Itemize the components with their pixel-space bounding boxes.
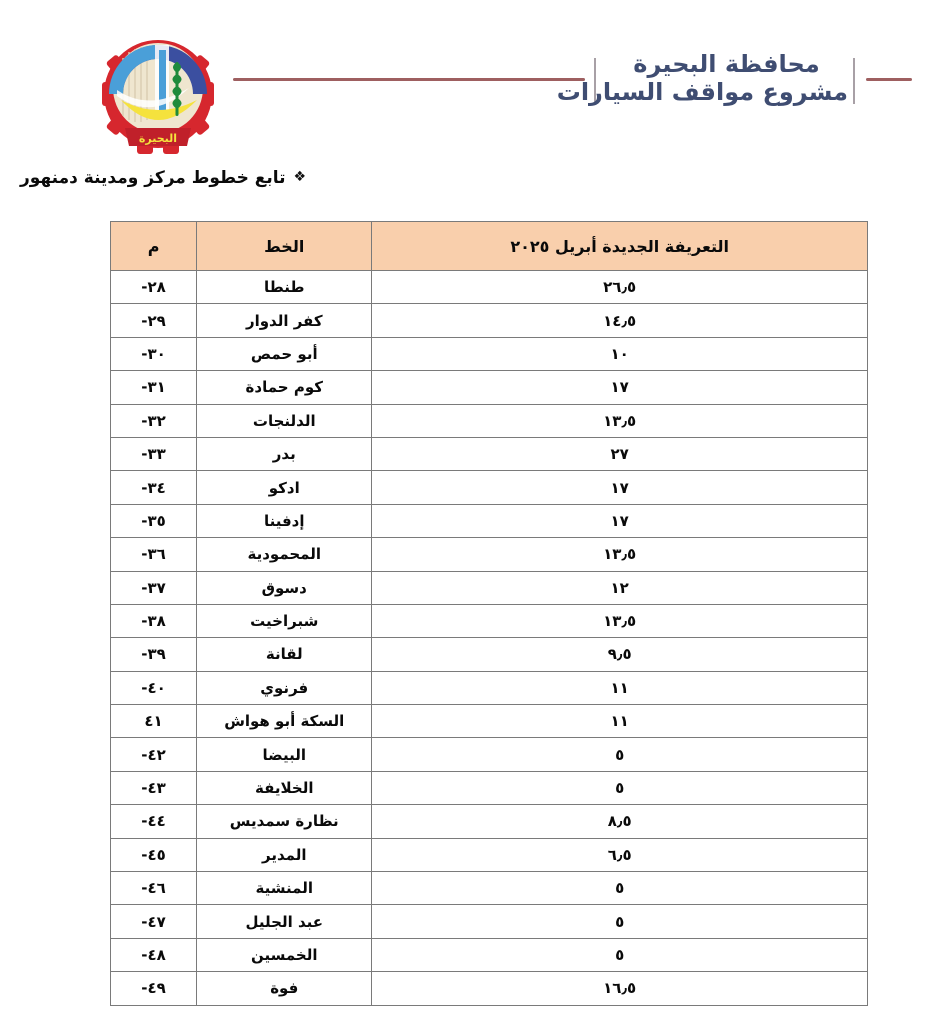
cell-row-number: ٣٦- <box>111 538 197 571</box>
table-row <box>111 604 868 637</box>
cell-tariff: ١١ <box>372 671 868 704</box>
cell-row-number: ٣٢- <box>111 404 197 437</box>
cell-line-name: عبد الجليل <box>197 905 372 938</box>
cell-tariff: ١٣٫٥ <box>372 604 868 637</box>
cell-line-name: لقانة <box>197 638 372 671</box>
cell-row-number: ٣٧- <box>111 571 197 604</box>
column-header-tariff: التعريفة الجديدة أبريل ٢٠٢٥ <box>372 222 868 271</box>
table-row <box>111 337 868 370</box>
table-row <box>111 404 868 437</box>
table-row <box>111 638 868 671</box>
cell-row-number: ٣٨- <box>111 604 197 637</box>
cell-row-number: ٤٦- <box>111 872 197 905</box>
cell-tariff: ١٣٫٥ <box>372 404 868 437</box>
cell-tariff: ٦٫٥ <box>372 838 868 871</box>
cell-row-number: ٢٩- <box>111 304 197 337</box>
table-row <box>111 271 868 304</box>
cell-line-name: إدفينا <box>197 504 372 537</box>
cell-line-name: الخلايفة <box>197 771 372 804</box>
cell-row-number: ٣٥- <box>111 504 197 537</box>
cell-tariff: ٢٧ <box>372 437 868 470</box>
tariff-table-container <box>110 221 868 1006</box>
cell-tariff: ٩٫٥ <box>372 638 868 671</box>
table-row <box>111 938 868 971</box>
emblem-banner-text: البحيرة <box>138 132 178 145</box>
table-header-row <box>111 222 868 271</box>
header-rule-left <box>233 78 585 81</box>
emblem-icon <box>93 16 223 158</box>
project-subtitle: مشروع مواقف السيارات <box>556 78 848 107</box>
diamond-bullet-icon: ❖ <box>293 169 307 185</box>
cell-tariff: ٥ <box>372 905 868 938</box>
header-title-block <box>556 50 848 107</box>
cell-row-number: ٣٠- <box>111 337 197 370</box>
column-header-line: الخط <box>197 222 372 271</box>
table-row <box>111 838 868 871</box>
cell-row-number: ٤٠- <box>111 671 197 704</box>
cell-line-name: المدير <box>197 838 372 871</box>
cell-tariff: ١٧ <box>372 504 868 537</box>
table-row <box>111 872 868 905</box>
cell-line-name: كفر الدوار <box>197 304 372 337</box>
cell-row-number: ٢٨- <box>111 271 197 304</box>
cell-row-number: ٤٧- <box>111 905 197 938</box>
cell-tariff: ١١ <box>372 705 868 738</box>
cell-line-name: نظارة سمديس <box>197 805 372 838</box>
header-divider-right-bar <box>853 58 855 104</box>
document-header <box>0 0 951 165</box>
cell-line-name: فرنوي <box>197 671 372 704</box>
cell-line-name: المنشية <box>197 872 372 905</box>
cell-row-number: ٤٤- <box>111 805 197 838</box>
cell-tariff: ٥ <box>372 771 868 804</box>
cell-line-name: الدلنجات <box>197 404 372 437</box>
cell-tariff: ٥ <box>372 738 868 771</box>
section-caption-row <box>0 168 895 188</box>
cell-tariff: ١٦٫٥ <box>372 972 868 1005</box>
cell-row-number: ٣٣- <box>111 437 197 470</box>
table-row <box>111 905 868 938</box>
table-row <box>111 738 868 771</box>
cell-line-name: طنطا <box>197 271 372 304</box>
cell-row-number: ٤٩- <box>111 972 197 1005</box>
table-row <box>111 571 868 604</box>
table-row <box>111 705 868 738</box>
cell-row-number: ٤٥- <box>111 838 197 871</box>
table-row <box>111 805 868 838</box>
cell-row-number: ٤١ <box>111 705 197 738</box>
column-header-number: م <box>111 222 197 271</box>
cell-row-number: ٣٤- <box>111 471 197 504</box>
cell-tariff: ١٢ <box>372 571 868 604</box>
table-row <box>111 771 868 804</box>
cell-tariff: ٨٫٥ <box>372 805 868 838</box>
table-row <box>111 471 868 504</box>
table-row <box>111 504 868 537</box>
cell-tariff: ٢٦٫٥ <box>372 271 868 304</box>
cell-line-name: السكة أبو هواش <box>197 705 372 738</box>
tariff-table <box>110 221 868 1006</box>
cell-line-name: بدر <box>197 437 372 470</box>
cell-tariff: ١٧ <box>372 471 868 504</box>
table-row <box>111 538 868 571</box>
table-head <box>111 222 868 271</box>
cell-row-number: ٣١- <box>111 371 197 404</box>
cell-tariff: ١٣٫٥ <box>372 538 868 571</box>
cell-tariff: ٥ <box>372 938 868 971</box>
cell-row-number: ٤٢- <box>111 738 197 771</box>
governorate-title: محافظة البحيرة <box>633 50 820 78</box>
beheira-governorate-emblem-logo <box>93 16 223 158</box>
table-body <box>111 271 868 1006</box>
cell-row-number: ٤٨- <box>111 938 197 971</box>
table-row <box>111 371 868 404</box>
cell-line-name: المحمودية <box>197 538 372 571</box>
cell-row-number: ٤٣- <box>111 771 197 804</box>
cell-line-name: الخمسين <box>197 938 372 971</box>
cell-tariff: ٥ <box>372 872 868 905</box>
cell-line-name: شبراخيت <box>197 604 372 637</box>
cell-row-number: ٣٩- <box>111 638 197 671</box>
section-caption <box>20 168 306 188</box>
cell-tariff: ١٠ <box>372 337 868 370</box>
header-rule-right <box>866 78 912 81</box>
cell-line-name: أبو حمص <box>197 337 372 370</box>
cell-line-name: البيضا <box>197 738 372 771</box>
table-row <box>111 671 868 704</box>
table-row <box>111 437 868 470</box>
cell-line-name: كوم حمادة <box>197 371 372 404</box>
cell-line-name: ادكو <box>197 471 372 504</box>
table-row <box>111 972 868 1005</box>
table-row <box>111 304 868 337</box>
cell-line-name: فوة <box>197 972 372 1005</box>
cell-line-name: دسوق <box>197 571 372 604</box>
cell-tariff: ١٤٫٥ <box>372 304 868 337</box>
cell-tariff: ١٧ <box>372 371 868 404</box>
section-caption-text: تابع خطوط مركز ومدينة دمنهور <box>20 168 286 188</box>
